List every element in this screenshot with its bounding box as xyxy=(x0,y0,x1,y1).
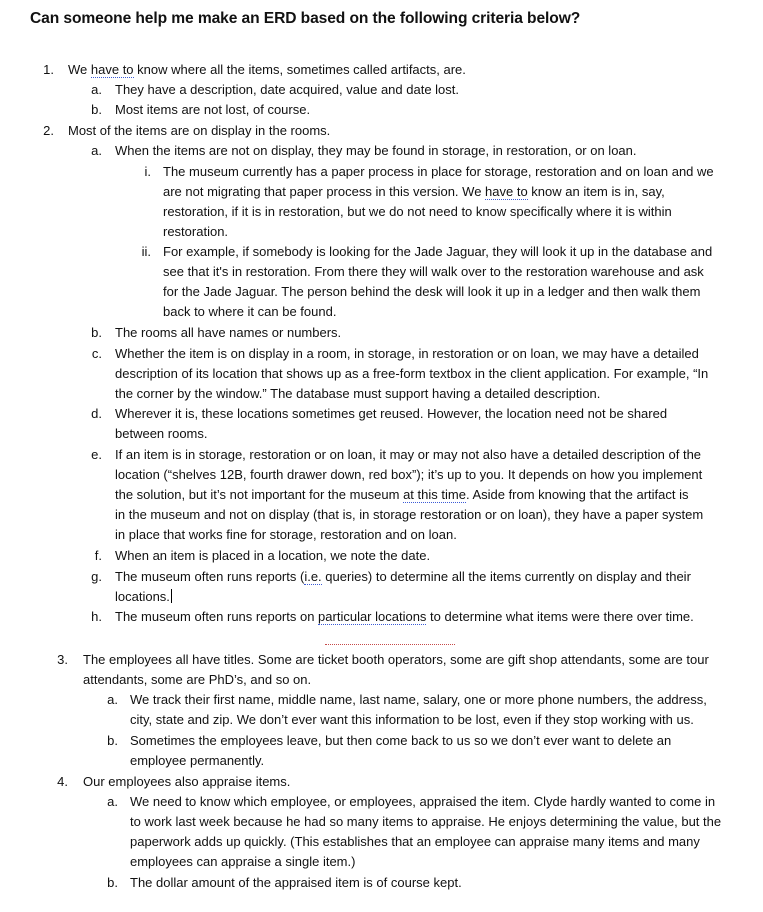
list-item-4b: The dollar amount of the appraised item is of course kept. xyxy=(130,875,462,890)
list-item-2e-line5: in place that works fine for storage, restoration and on loan. xyxy=(115,527,457,542)
list-item-2ai-line2: are not migrating that paper process in this version. We have to know an item is in, say, xyxy=(163,184,665,199)
list-item-2ai-line3: restoration, if it is in restoration, but we do not need to know specifically where it is within xyxy=(163,204,672,219)
list-item-2h: The museum often runs reports on particular locations to determine what items were there over time. xyxy=(115,609,694,624)
list-item-2aii-line4: back to where it can be found. xyxy=(163,304,337,319)
list-item-2a: When the items are not on display, they may be found in storage, in restoration, or on loan. xyxy=(115,143,637,158)
question-title: Can someone help me make an ERD based on the following criteria below? xyxy=(30,10,581,27)
list-item-1a: They have a description, date acquired, value and date lost. xyxy=(115,82,459,97)
list-item-4: Our employees also appraise items. xyxy=(83,774,291,789)
list-item-3-line2: attendants, some are PhD’s, and so on. xyxy=(83,672,312,687)
list-marker: h. xyxy=(91,609,102,624)
list-item-2e-line3: the solution, but it’s not important for the museum at this time. Aside from knowing that the artifact is xyxy=(115,487,689,502)
list-item-2aii-line1: For example, if somebody is looking for the Jade Jaguar, they will look it up in the database and xyxy=(163,244,713,259)
list-marker: a. xyxy=(107,692,118,707)
list-marker: 4. xyxy=(57,774,68,789)
list-marker: a. xyxy=(107,794,118,809)
list-item-4a-line2: to work last week because he had so many items to appraise. He enjoys determining the value, but the xyxy=(130,814,722,829)
list-marker: b. xyxy=(107,875,118,890)
list-marker: e. xyxy=(91,447,102,462)
list-marker: b. xyxy=(91,102,102,117)
list-item-2g-line2[interactable]: locations. xyxy=(115,589,170,604)
list-item-3b-line2: employee permanently. xyxy=(130,753,265,768)
list-item-3a-line2: city, state and zip. We don’t ever want this information to be lost, even if they stop working with us. xyxy=(130,712,694,727)
list-item-1b: Most items are not lost, of course. xyxy=(115,102,311,117)
list-item-2e-line1: If an item is in storage, restoration or on loan, it may or may not also have a detailed description of the xyxy=(115,447,702,462)
list-marker: f. xyxy=(94,548,102,563)
list-item-2: Most of the items are on display in the rooms. xyxy=(68,123,331,138)
spellcheck-underline: i.e. xyxy=(304,569,322,584)
list-marker: g. xyxy=(91,569,102,584)
list-item-2f: When an item is placed in a location, we note the date. xyxy=(115,548,431,563)
list-item-2c-line1: Whether the item is on display in a room, in storage, in restoration or on loan, we may have a detailed xyxy=(115,346,699,361)
list-item-2aii-line2: see that it's in restoration. From there they will walk over to the restoration warehouse and ask xyxy=(163,264,704,279)
list-item-1: We have to know where all the items, sometimes called artifacts, are. xyxy=(68,62,466,77)
list-marker: 3. xyxy=(57,652,68,667)
list-item-2aii-line3: for the Jade Jaguar. The person behind the desk will look it up in a ledger and then walk them xyxy=(163,284,701,299)
list-item-2ai-line4: restoration. xyxy=(163,224,229,239)
list-marker: 2. xyxy=(43,123,54,138)
text-cursor xyxy=(171,589,172,603)
list-item-2c-line2: description of its location that shows up as a free-form textbox in the client application. For example, “In xyxy=(115,366,709,381)
spellcheck-underline-separator xyxy=(325,644,455,645)
list-item-2d-line2: between rooms. xyxy=(115,426,208,441)
list-marker: a. xyxy=(91,82,102,97)
list-item-2e-line2: location (“shelves 12B, fourth drawer down, red box”); it’s up to you. It depends on how you implement xyxy=(115,467,703,482)
list-marker: a. xyxy=(91,143,102,158)
list-item-4a-line1: We need to know which employee, or employees, appraised the item. Clyde hardly wanted to come in xyxy=(130,794,716,809)
list-item-2b: The rooms all have names or numbers. xyxy=(115,325,342,340)
list-marker: 1. xyxy=(43,62,54,77)
list-marker: ii. xyxy=(141,244,151,259)
spellcheck-underline: have to xyxy=(90,62,134,77)
list-item-2ai-line1: The museum currently has a paper process in place for storage, restoration and on loan and we xyxy=(163,164,714,179)
list-marker: b. xyxy=(107,733,118,748)
list-marker: c. xyxy=(91,346,102,361)
spellcheck-underline: particular locations xyxy=(318,609,427,624)
spellcheck-underline: at this time xyxy=(403,487,466,502)
list-item-2c-line3: the corner by the window.” The database must support having a detailed description. xyxy=(115,386,601,401)
list-item-3a-line1: We track their first name, middle name, last name, salary, one or more phone numbers, the address, xyxy=(130,692,707,707)
list-item-2g-line1: The museum often runs reports (i.e. queries) to determine all the items currently on display and their xyxy=(115,569,691,584)
list-item-2d-line1: Wherever it is, these locations sometimes get reused. However, the location need not be shared xyxy=(115,406,668,421)
list-item-3-line1: The employees all have titles. Some are ticket booth operators, some are gift shop attendants, some are tour xyxy=(83,652,709,667)
list-item-2e-line4: in the museum and not on display (that is, in storage restoration or on loan), they have a paper system xyxy=(115,507,704,522)
list-marker: i. xyxy=(144,164,151,179)
list-marker: b. xyxy=(91,325,102,340)
list-item-3b-line1: Sometimes the employees leave, but then come back to us so we don’t ever want to delete an xyxy=(130,733,672,748)
list-item-4a-line4: employees can appraise a single item.) xyxy=(130,854,356,869)
list-marker: d. xyxy=(91,406,102,421)
spellcheck-underline: have to xyxy=(485,184,528,199)
list-item-4a-line3: paperwork adds up quickly. (This establishes that an employee can appraise many items and many xyxy=(130,834,700,849)
